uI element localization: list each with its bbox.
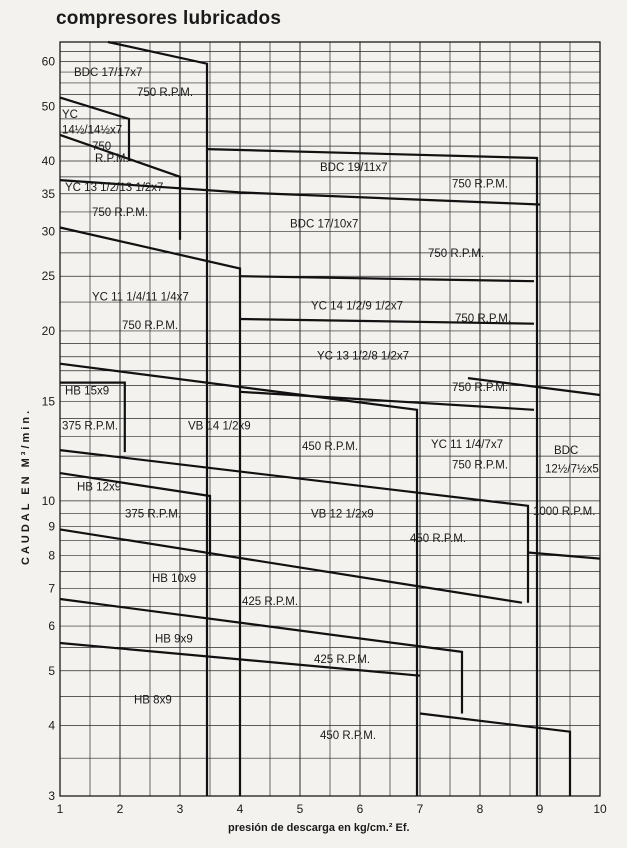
x-tick-label: 9 [536,802,544,816]
annotation-label: 750 [92,141,112,154]
y-axis-label: CAUDAL EN M³/min. [20,407,32,565]
y-tick-label: 10 [41,493,55,508]
grid [60,42,600,796]
y-tick-label: 20 [41,323,55,338]
x-tick-label: 8 [476,802,484,816]
y-tick-label: 30 [41,224,55,239]
annotation-label: HB 8x9 [134,694,172,707]
annotation-label: 14½/14½x7 [62,124,123,137]
annotation-label: YC 11 1/4/11 1/4x7 [92,291,189,304]
y-tick-label: 50 [41,99,55,114]
annotation-label: 750 R.P.M. [122,319,179,332]
y-tick-label: 25 [41,269,55,284]
annotation-label: YC 11 1/4/7x7 [431,439,504,452]
annotation-label: 450 R.P.M. [320,729,377,742]
annotation-label: 375 R.P.M. [125,508,182,521]
y-tick-label: 40 [41,154,55,169]
y-tick-label: 3 [48,789,55,803]
annotation-label: BDC [554,445,579,458]
annotation-label: 450 R.P.M. [302,441,359,454]
annotation-label: BDC 19/11x7 [320,162,388,175]
annotation-label: 750 R.P.M. [452,459,509,472]
y-tick-label: 15 [41,394,55,409]
y-tick-label: 8 [48,548,55,563]
annotation-label: 750 R.P.M. [428,247,485,260]
annotations [62,67,599,742]
annotation-label: 450 R.P.M. [410,532,467,545]
annotation-label: VB 14 1/2x9 [188,420,251,433]
annotation-label: R.P.M. [95,152,129,165]
annotation-label: BDC 17/17x7 [74,67,143,80]
x-tick-label: 3 [176,802,184,816]
annotation-label: YC [62,108,78,121]
annotation-label: 375 R.P.M. [62,420,119,433]
x-tick-label: 6 [356,802,364,816]
annotation-label: BDC 17/10x7 [290,218,359,231]
annotation-label: YC 14 1/2/9 1/2x7 [311,300,404,313]
annotation-label: 750 R.P.M. [452,178,509,191]
curve-line [420,714,570,797]
y-tick-label: 4 [48,718,55,733]
annotation-label: HB 9x9 [155,633,193,646]
annotation-label: YC 13 1/2/13 1/2x7 [65,181,164,194]
y-tick-label: 5 [48,663,55,678]
chart-title: compresores lubricados [56,8,282,29]
x-tick-label: 10 [593,802,607,816]
x-tick-label: 1 [56,802,64,816]
annotation-label: 750 R.P.M. [455,312,512,325]
annotation-label: HB 12x9 [77,481,122,494]
y-tick-label: 7 [48,581,55,596]
annotation-label: HB 10x9 [152,573,197,586]
x-tick-label: 7 [416,802,424,816]
annotation-label: HB 15x9 [65,385,110,398]
annotation-label: 750 R.P.M. [92,206,149,219]
annotation-label: 425 R.P.M. [314,653,371,666]
annotation-label: VB 12 1/2x9 [311,508,374,521]
y-tick-label: 6 [48,619,55,634]
y-tick-label: 35 [41,186,55,201]
annotation-label: 1000 R.P.M. [533,505,596,518]
annotation-label: YC 13 1/2/8 1/2x7 [317,350,410,363]
curve-line [240,276,534,281]
annotation-label: 425 R.P.M. [242,595,299,608]
x-tick-label: 4 [236,802,244,816]
x-tick-label: 5 [296,802,304,816]
y-tick-label: 9 [48,519,55,534]
x-axis-label: presión de descarga en kg/cm.² Ef. [228,822,410,834]
y-tick-label: 60 [41,54,55,69]
annotation-label: 750 R.P.M. [452,382,509,395]
annotation-label: 12½/7½x5 [545,463,599,476]
annotation-label: 750 R.P.M. [137,87,194,100]
curve-line [240,392,534,410]
x-tick-label: 2 [116,802,124,816]
